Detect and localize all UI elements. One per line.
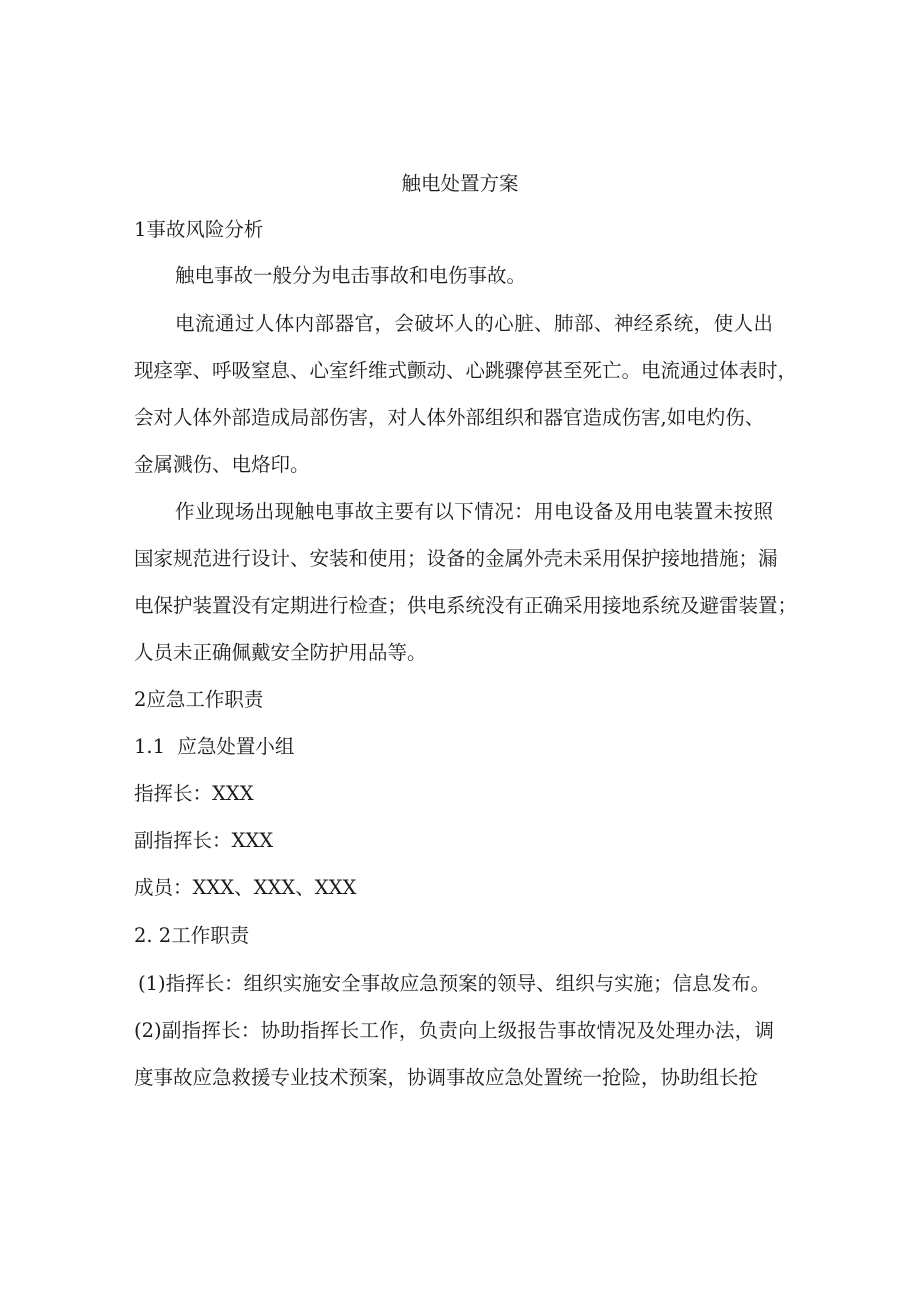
duty-item-commander: (1)指挥长：组织实施安全事故应急预案的领导、组织与实施；信息发布。 <box>138 972 771 995</box>
paragraph-line: 金属溅伤、电烙印。 <box>134 453 310 476</box>
subsection-heading-work-duties: 2. 2工作职责 <box>134 924 250 947</box>
paragraph-line: 国家规范进行设计、安装和使用；设备的金属外壳未采用保护接地措施；漏 <box>134 547 778 570</box>
paragraph-line: 作业现场出现触电事故主要有以下情况：用电设备及用电装置未按照 <box>175 500 773 523</box>
members-line: 成员：XXX、XXX、XXX <box>134 876 357 899</box>
duty-item-deputy: (2)副指挥长：协助指挥长工作，负责向上级报告事故情况及处理办法，调 <box>134 1019 774 1042</box>
deputy-commander-line: 副指挥长：XXX <box>134 829 274 852</box>
paragraph-line: 触电事故一般分为电击事故和电伤事故。 <box>175 264 527 287</box>
section-heading-risk-analysis: 1事故风险分析 <box>134 218 264 241</box>
section-heading-emergency-duties: 2应急工作职责 <box>134 688 264 711</box>
subsection-heading-emergency-team: 1.1 应急处置小组 <box>134 735 295 758</box>
paragraph-line: 电保护装置没有定期进行检查；供电系统没有正确采用接地系统及避雷装置； <box>134 594 798 617</box>
page-title: 触电处置方案 <box>401 172 519 195</box>
paragraph-line: 电流通过人体内部器官，会破坏人的心脏、肺部、神经系统，使人出 <box>175 312 773 335</box>
commander-line: 指挥长：XXX <box>134 782 254 805</box>
paragraph-line: 会对人体外部造成局部伤害，对人体外部组织和器官造成伤害,如电灼伤、 <box>134 406 765 429</box>
paragraph-line: 现痉挛、呼吸窒息、心室纤维式颤动、心跳骤停甚至死亡。电流通过体表时， <box>134 359 798 382</box>
paragraph-line: 度事故应急救援专业技术预案，协调事故应急处置统一抢险，协助组长抢 <box>134 1066 759 1089</box>
paragraph-line: 人员未正确佩戴安全防护用品等。 <box>134 641 427 664</box>
